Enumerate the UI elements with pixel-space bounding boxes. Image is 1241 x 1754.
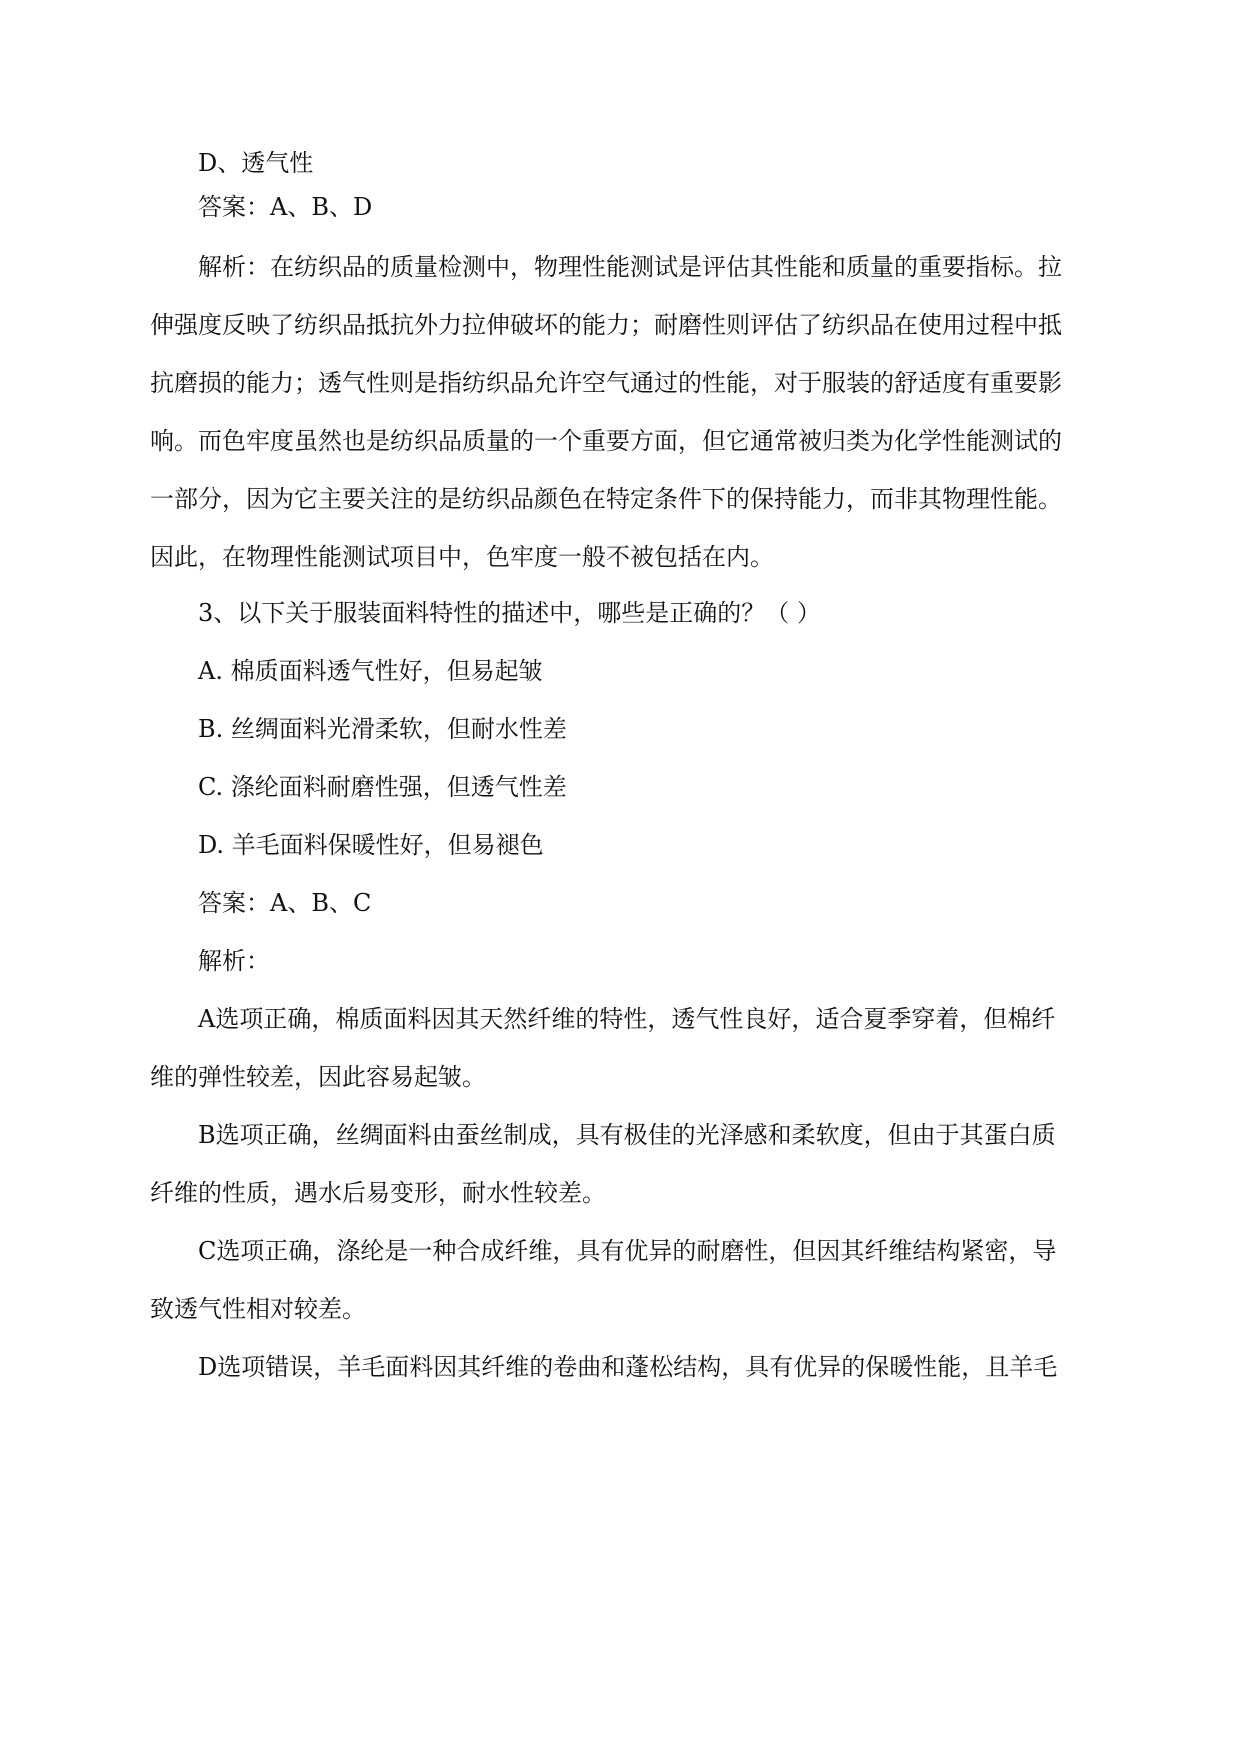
analysis-paragraph-c: C选项正确，涤纶是一种合成纤维，具有优异的耐磨性，但因其纤维结构紧密，导 (198, 1237, 1057, 1265)
analysis-paragraph-a: A选项正确，棉质面料因其天然纤维的特性，透气性良好，适合夏季穿着，但棉纤 (198, 1005, 1056, 1033)
option-d-text: D、透气性 (198, 149, 314, 177)
analysis-line: 解析：在纺织品的质量检测中，物理性能测试是评估其性能和质量的重要指标。拉 (198, 253, 1062, 281)
analysis-paragraph-c: 致透气性相对较差。 (150, 1295, 366, 1323)
analysis-paragraph-b: B选项正确，丝绸面料由蚕丝制成，具有极佳的光泽感和柔软度，但由于其蛋白质 (198, 1121, 1056, 1149)
answer-line: 答案：A、B、C (198, 889, 372, 917)
analysis-line: 因此，在物理性能测试项目中，色牢度一般不被包括在内。 (150, 543, 774, 571)
analysis-paragraph-d: D选项错误，羊毛面料因其纤维的卷曲和蓬松结构，具有优异的保暖性能，且羊毛 (198, 1353, 1058, 1381)
option-d: D. 羊毛面料保暖性好，但易褪色 (198, 831, 544, 859)
analysis-heading: 解析： (198, 947, 270, 975)
analysis-paragraph-a: 维的弹性较差，因此容易起皱。 (150, 1063, 486, 1091)
option-c: C. 涤纶面料耐磨性强，但透气性差 (198, 773, 567, 801)
answer-line: 答案：A、B、D (198, 193, 373, 221)
analysis-paragraph-b: 纤维的性质，遇水后易变形，耐水性较差。 (150, 1179, 606, 1207)
question-3: 3、以下关于服装面料特性的描述中，哪些是正确的？（ ） (198, 599, 821, 627)
option-a: A. 棉质面料透气性好，但易起皱 (198, 657, 543, 685)
analysis-line: 响。而色牢度虽然也是纺织品质量的一个重要方面，但它通常被归类为化学性能测试的 (150, 427, 1062, 455)
analysis-line: 伸强度反映了纺织品抵抗外力拉伸破坏的能力；耐磨性则评估了纺织品在使用过程中抵 (150, 311, 1062, 339)
analysis-line: 抗磨损的能力；透气性则是指纺织品允许空气通过的性能，对于服装的舒适度有重要影 (150, 369, 1062, 397)
analysis-line: 一部分，因为它主要关注的是纺织品颜色在特定条件下的保持能力，而非其物理性能。 (150, 485, 1062, 513)
option-b: B. 丝绸面料光滑柔软，但耐水性差 (198, 715, 567, 743)
